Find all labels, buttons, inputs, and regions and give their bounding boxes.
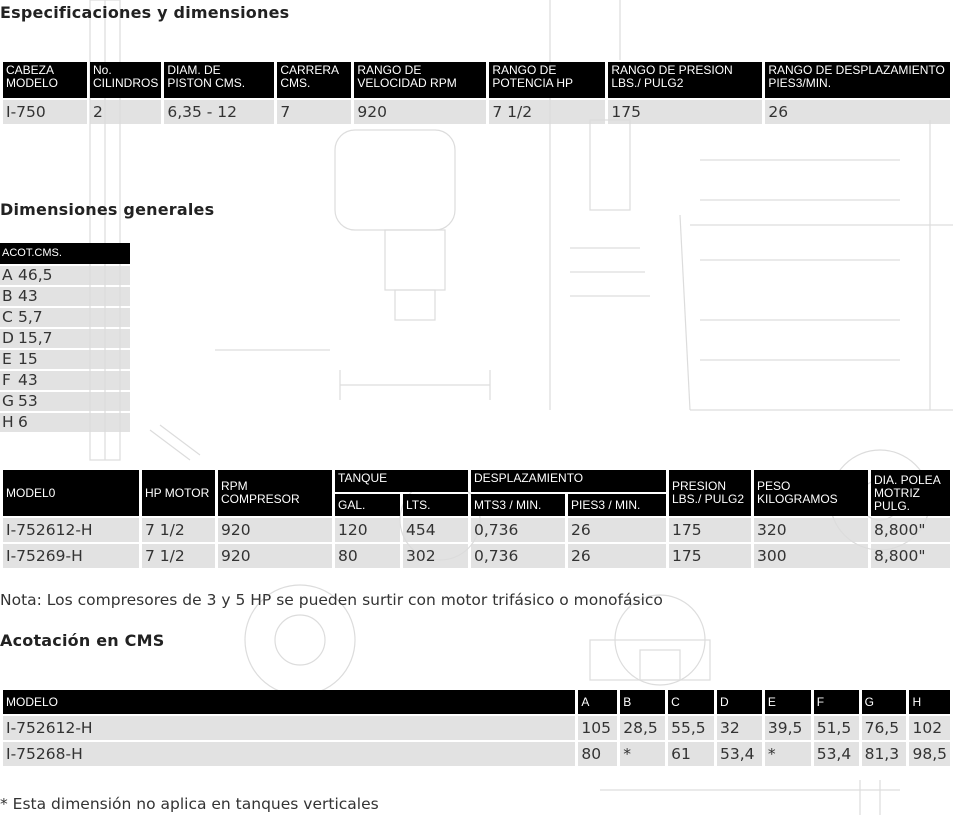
models-header-hp: HP MOTOR: [142, 470, 215, 516]
specs-cell-desplazamiento: 26: [765, 100, 950, 124]
models-cell: 26: [568, 518, 666, 542]
dims-header: ACOT.CMS.: [0, 243, 130, 264]
dims-label: C: [0, 308, 16, 327]
table-row: [0, 308, 130, 327]
models-cell: 920: [218, 544, 332, 568]
dims-label: A: [0, 266, 16, 285]
acot-cell: 98,5: [909, 742, 950, 766]
models-header-desplazamiento: DESPLAZAMIENTO: [471, 470, 666, 492]
acot-section-title: Acotación en CMS: [0, 631, 165, 650]
models-header-tanque: TANQUE: [335, 470, 468, 492]
acot-cell: *: [765, 742, 811, 766]
acot-cell: 28,5: [620, 716, 665, 740]
table-row: [0, 350, 130, 369]
acot-cell: 53,4: [717, 742, 762, 766]
specs-header-cabeza: CABEZA MODELO: [3, 62, 87, 98]
specs-header-desplazamiento: RANGO DE DESPLAZAMIENTO PIES3/MIN.: [765, 62, 950, 98]
specs-header-presion: RANGO DE PRESION LBS./ PULG2: [608, 62, 762, 98]
dims-value: 43: [16, 287, 130, 306]
acot-cell: 55,5: [668, 716, 714, 740]
models-header-pies3: PIES3 / MIN.: [568, 494, 666, 516]
dims-value: 5,7: [16, 308, 130, 327]
models-cell: 8,800": [871, 518, 950, 542]
acot-header-row: [3, 690, 950, 714]
specs-header-cilindros: No. CILINDROS: [90, 62, 161, 98]
table-row: [3, 742, 950, 766]
models-header-lts: LTS.: [403, 494, 468, 516]
specs-cell-potencia: 7 1/2: [489, 100, 605, 124]
models-header-row-1: [3, 470, 950, 492]
acot-cell: 105: [578, 716, 617, 740]
models-cell: 26: [568, 544, 666, 568]
table-row: [0, 413, 130, 432]
acot-cell: 61: [668, 742, 714, 766]
table-row: [3, 100, 950, 124]
models-header-modelo: MODEL0: [3, 470, 139, 516]
table-row: [3, 544, 950, 568]
specs-header-carrera: CARRERA CMS.: [277, 62, 351, 98]
dims-label: G: [2, 392, 15, 410]
acot-cell: 76,5: [862, 716, 907, 740]
models-cell: 7 1/2: [142, 518, 215, 542]
dims-table: [0, 241, 130, 434]
specs-header-diam: DIAM. DE PISTON CMS.: [164, 62, 274, 98]
acot-header-g: G: [862, 690, 907, 714]
models-cell: 0,736: [471, 518, 565, 542]
specs-table: [0, 60, 953, 126]
acot-cell: I-75268-H: [3, 742, 575, 766]
models-header-mts3: MTS3 / MIN.: [471, 494, 565, 516]
models-cell: 7 1/2: [142, 544, 215, 568]
dims-label: H: [0, 413, 16, 432]
acot-header-f: F: [814, 690, 859, 714]
models-header-peso: PESO KILOGRAMOS: [754, 470, 868, 516]
models-cell: 0,736: [471, 544, 565, 568]
models-cell: 320: [754, 518, 868, 542]
specs-section-title: Especificaciones y dimensiones: [0, 3, 290, 22]
specs-header-potencia: RANGO DE POTENCIA HP: [489, 62, 605, 98]
specs-cell-modelo: I-750: [3, 100, 87, 124]
acot-header-modelo: MODELO: [3, 690, 575, 714]
models-cell: I-75269-H: [3, 544, 139, 568]
dims-value: 15,7: [16, 329, 130, 348]
acot-cell: 39,5: [765, 716, 811, 740]
models-cell: 920: [218, 518, 332, 542]
acot-header-h: H: [909, 690, 950, 714]
models-header-polea: DIA. POLEA MOTRIZ PULG.: [871, 470, 950, 516]
models-header-presion: PRESION LBS./ PULG2: [669, 470, 751, 516]
models-cell: 300: [754, 544, 868, 568]
table-row: [0, 329, 130, 348]
models-header-rpm: RPM COMPRESOR: [218, 470, 332, 516]
table-row: [0, 371, 130, 390]
acot-header-e: E: [765, 690, 811, 714]
table-row: [0, 392, 130, 411]
models-table: [0, 468, 953, 570]
models-cell: 120: [335, 518, 400, 542]
table-row: [0, 266, 130, 285]
models-cell: 8,800": [871, 544, 950, 568]
specs-cell-carrera: 7: [277, 100, 351, 124]
dims-label: B: [0, 287, 16, 306]
acot-cell: *: [620, 742, 665, 766]
specs-cell-presion: 175: [608, 100, 762, 124]
acot-cell: 51,5: [814, 716, 859, 740]
dims-value: 53: [16, 392, 130, 411]
dims-label: D: [0, 329, 16, 348]
dims-header-row: [0, 243, 130, 264]
models-cell: 175: [669, 518, 751, 542]
models-header-gal: GAL.: [335, 494, 400, 516]
acot-cell: 32: [717, 716, 762, 740]
specs-cell-diam: 6,35 - 12: [164, 100, 274, 124]
acot-header-a: A: [578, 690, 617, 714]
table-row: [3, 518, 950, 542]
table-row: [3, 716, 950, 740]
models-cell: 80: [335, 544, 400, 568]
specs-header-row: [3, 62, 950, 98]
acot-cell: 102: [909, 716, 950, 740]
models-cell: I-752612-H: [3, 518, 139, 542]
models-cell: 454: [403, 518, 468, 542]
dims-value: 15: [16, 350, 130, 369]
acot-table: [0, 688, 953, 768]
specs-cell-cilindros: 2: [90, 100, 161, 124]
acot-header-d: D: [717, 690, 762, 714]
models-note: Nota: Los compresores de 3 y 5 HP se pueden surtir con motor trifásico o monofásico: [0, 591, 663, 609]
dims-label: E: [0, 350, 16, 369]
acot-note: * Esta dimensión no aplica en tanques verticales: [0, 795, 379, 813]
table-row: [0, 287, 130, 306]
acot-cell: 81,3: [862, 742, 907, 766]
acot-header-c: C: [668, 690, 714, 714]
dims-value: 6: [16, 413, 130, 432]
acot-cell: 80: [578, 742, 617, 766]
acot-cell: 53,4: [814, 742, 859, 766]
specs-cell-velocidad: 920: [354, 100, 486, 124]
acot-header-b: B: [620, 690, 665, 714]
models-cell: 175: [669, 544, 751, 568]
dims-value: 46,5: [16, 266, 130, 285]
dims-section-title: Dimensiones generales: [0, 200, 215, 219]
dims-label: F: [0, 371, 16, 390]
specs-header-velocidad: RANGO DE VELOCIDAD RPM: [354, 62, 486, 98]
models-cell: 302: [403, 544, 468, 568]
acot-cell: I-752612-H: [3, 716, 575, 740]
dims-value: 43: [16, 371, 130, 390]
